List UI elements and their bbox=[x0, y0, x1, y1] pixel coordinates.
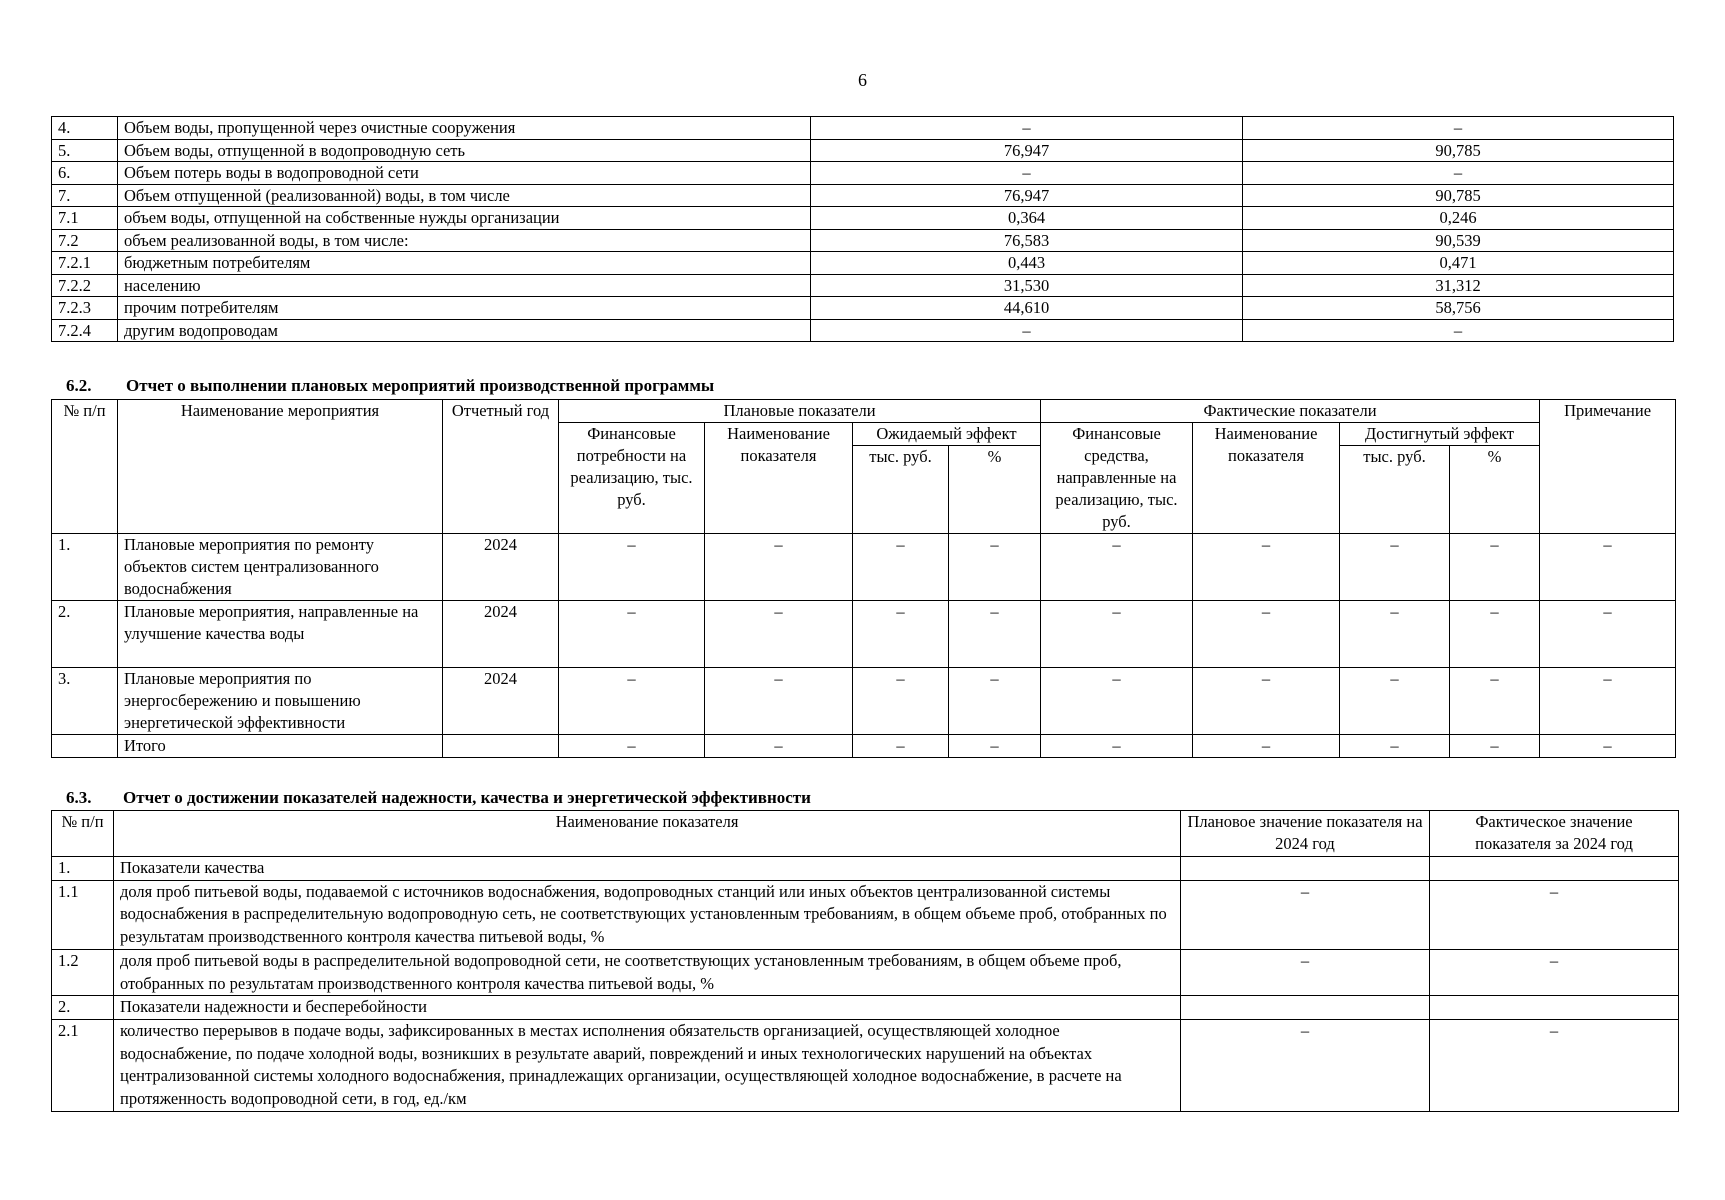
value-cell: – bbox=[559, 534, 705, 601]
col-header-thous-rub-2: тыс. руб. bbox=[1340, 446, 1450, 534]
table-row bbox=[52, 996, 1679, 1020]
fact-value bbox=[1430, 996, 1679, 1020]
value-cell: – bbox=[949, 735, 1041, 758]
value-cell: – bbox=[949, 534, 1041, 601]
value-cell: 0,364 bbox=[811, 207, 1243, 230]
plan-value: – bbox=[1181, 1019, 1430, 1111]
value-cell: 76,947 bbox=[811, 139, 1243, 162]
col-header-actual: Фактические показатели bbox=[1041, 400, 1540, 423]
value-cell: – bbox=[1540, 601, 1676, 668]
value-cell: 76,947 bbox=[811, 184, 1243, 207]
value-cell: – bbox=[1340, 668, 1450, 735]
row-number: 7.2.1 bbox=[52, 252, 118, 275]
value-cell: – bbox=[1193, 668, 1340, 735]
col-header-actual: Фактическое значение показателя за 2024 год bbox=[1430, 811, 1679, 857]
col-header-percent: % bbox=[949, 446, 1041, 534]
plan-value: – bbox=[1181, 949, 1430, 995]
row-name: бюджетным потребителям bbox=[118, 252, 811, 275]
row-number: 7.2 bbox=[52, 229, 118, 252]
row-number: 7.2.3 bbox=[52, 297, 118, 320]
planned-activities-table bbox=[51, 399, 1676, 758]
table-row bbox=[52, 1019, 1679, 1111]
col-header-name: Наименование мероприятия bbox=[118, 400, 443, 534]
table-row bbox=[52, 668, 1676, 735]
value-cell: – bbox=[705, 601, 853, 668]
row-number: 2. bbox=[52, 996, 114, 1020]
fact-value: – bbox=[1430, 880, 1679, 949]
row-name: объем воды, отпущенной на собственные нужды организации bbox=[118, 207, 811, 230]
value-cell: – bbox=[811, 117, 1243, 140]
value-cell: – bbox=[811, 162, 1243, 185]
row-year: 2024 bbox=[443, 668, 559, 735]
value-cell: 90,785 bbox=[1243, 139, 1674, 162]
value-cell: – bbox=[853, 735, 949, 758]
value-cell: 31,312 bbox=[1243, 274, 1674, 297]
value-cell: – bbox=[1193, 534, 1340, 601]
row-number: 1. bbox=[52, 857, 114, 881]
value-cell: – bbox=[853, 534, 949, 601]
row-number: 7. bbox=[52, 184, 118, 207]
value-cell: – bbox=[1450, 668, 1540, 735]
table-row bbox=[52, 117, 1674, 140]
col-header-indicator-2: Наименование показателя bbox=[1193, 423, 1340, 534]
value-cell: – bbox=[811, 319, 1243, 342]
col-header-year: Отчетный год bbox=[443, 400, 559, 534]
row-name: населению bbox=[118, 274, 811, 297]
value-cell: – bbox=[949, 668, 1041, 735]
row-name: другим водопроводам bbox=[118, 319, 811, 342]
value-cell: – bbox=[1340, 735, 1450, 758]
row-number: 4. bbox=[52, 117, 118, 140]
col-header-note: Примечание bbox=[1540, 400, 1676, 534]
total-row bbox=[52, 735, 1676, 758]
table-row bbox=[52, 207, 1674, 230]
value-cell: 31,530 bbox=[811, 274, 1243, 297]
value-cell: 90,539 bbox=[1243, 229, 1674, 252]
table-row bbox=[52, 857, 1679, 881]
row-number: 1. bbox=[52, 534, 118, 601]
col-header-no: № п/п bbox=[52, 400, 118, 534]
value-cell: – bbox=[1193, 735, 1340, 758]
row-number: 2. bbox=[52, 601, 118, 668]
value-cell: 44,610 bbox=[811, 297, 1243, 320]
row-name: количество перерывов в подаче воды, зафиксированных в местах исполнения обязательств организацией, осуществляющей холодное водоснабжение, по подаче холодной воды, возникших в результате аварий, повреждений и иных технологических нарушений на объектах централизованной системы холодного водоснабжения, принадлежащих организации, осуществляющей холодное водоснабжение, в расчете на протяженность водопроводной сети, в год, ед./км bbox=[114, 1019, 1181, 1111]
col-header-percent-2: % bbox=[1450, 446, 1540, 534]
value-cell: 76,583 bbox=[811, 229, 1243, 252]
value-cell: – bbox=[1340, 534, 1450, 601]
col-header-planned: Плановые показатели bbox=[559, 400, 1041, 423]
row-name: Объем воды, пропущенной через очистные сооружения bbox=[118, 117, 811, 140]
col-header-no: № п/п bbox=[52, 811, 114, 857]
table-row bbox=[52, 534, 1676, 601]
table-row bbox=[52, 274, 1674, 297]
value-cell: – bbox=[1243, 117, 1674, 140]
plan-value: – bbox=[1181, 880, 1430, 949]
value-cell: – bbox=[559, 601, 705, 668]
row-name: Плановые мероприятия по ремонту объектов систем централизованного водоснабжения bbox=[118, 534, 443, 601]
row-number: 2.1 bbox=[52, 1019, 114, 1111]
value-cell: – bbox=[559, 668, 705, 735]
row-name: доля проб питьевой воды в распределительной водопроводной сети, не соответствующих установленным требованиям, в общем объеме проб, отобранных по результатам производственного контроля качества питьевой воды, % bbox=[114, 949, 1181, 995]
section-title-text: Отчет о достижении показателей надежности, качества и энергетической эффективности bbox=[123, 788, 811, 807]
table-row bbox=[52, 297, 1674, 320]
value-cell: – bbox=[1540, 534, 1676, 601]
row-number: 7.2.2 bbox=[52, 274, 118, 297]
section-number: 6.3. bbox=[66, 788, 92, 807]
value-cell: 58,756 bbox=[1243, 297, 1674, 320]
value-cell: – bbox=[559, 735, 705, 758]
plan-value bbox=[1181, 857, 1430, 881]
value-cell: – bbox=[1041, 601, 1193, 668]
value-cell: – bbox=[1243, 162, 1674, 185]
row-number: 6. bbox=[52, 162, 118, 185]
section-6-2-title bbox=[66, 376, 714, 396]
total-label: Итого bbox=[118, 735, 443, 758]
table-row bbox=[52, 949, 1679, 995]
value-cell: – bbox=[1450, 534, 1540, 601]
table-row bbox=[52, 139, 1674, 162]
value-cell: 0,471 bbox=[1243, 252, 1674, 275]
row-name: объем реализованной воды, в том числе: bbox=[118, 229, 811, 252]
col-header-expected-effect: Ожидаемый эффект bbox=[853, 423, 1041, 446]
water-balance-table bbox=[51, 116, 1674, 342]
table-row bbox=[52, 319, 1674, 342]
table-row bbox=[52, 252, 1674, 275]
row-name: прочим потребителям bbox=[118, 297, 811, 320]
table-row bbox=[52, 601, 1676, 668]
row-year: 2024 bbox=[443, 534, 559, 601]
value-cell: – bbox=[1243, 319, 1674, 342]
table-row bbox=[52, 162, 1674, 185]
col-header-planned: Плановое значение показателя на 2024 год bbox=[1181, 811, 1430, 857]
value-cell: – bbox=[1340, 601, 1450, 668]
row-number: 1.2 bbox=[52, 949, 114, 995]
fact-value: – bbox=[1430, 949, 1679, 995]
value-cell: – bbox=[853, 601, 949, 668]
row-number: 3. bbox=[52, 668, 118, 735]
value-cell: – bbox=[1540, 668, 1676, 735]
col-header-thous-rub: тыс. руб. bbox=[853, 446, 949, 534]
value-cell: – bbox=[853, 668, 949, 735]
row-number bbox=[52, 735, 118, 758]
value-cell: 90,785 bbox=[1243, 184, 1674, 207]
col-header-achieved-effect: Достигнутый эффект bbox=[1340, 423, 1540, 446]
section-title-text: Отчет о выполнении плановых мероприятий производственной программы bbox=[126, 376, 715, 395]
value-cell: 0,246 bbox=[1243, 207, 1674, 230]
col-header-fin-means: Финансовые средства, направленные на реализацию, тыс. руб. bbox=[1041, 423, 1193, 534]
indicators-table bbox=[51, 810, 1679, 1112]
value-cell: – bbox=[1540, 735, 1676, 758]
row-name: Плановые мероприятия, направленные на улучшение качества воды bbox=[118, 601, 443, 668]
row-name: Показатели качества bbox=[114, 857, 1181, 881]
table-row bbox=[52, 880, 1679, 949]
fact-value bbox=[1430, 857, 1679, 881]
value-cell: – bbox=[1041, 735, 1193, 758]
row-year: 2024 bbox=[443, 601, 559, 668]
value-cell: – bbox=[1193, 601, 1340, 668]
row-year bbox=[443, 735, 559, 758]
value-cell: – bbox=[1041, 668, 1193, 735]
value-cell: – bbox=[705, 668, 853, 735]
section-number: 6.2. bbox=[66, 376, 92, 395]
value-cell: 0,443 bbox=[811, 252, 1243, 275]
fact-value: – bbox=[1430, 1019, 1679, 1111]
row-number: 7.2.4 bbox=[52, 319, 118, 342]
row-name: доля проб питьевой воды, подаваемой с источников водоснабжения, водопроводных станций или иных объектов централизованной системы водоснабжения в распределительную водопроводную сеть, не соответствующих установленным требованиям, в общем объеме проб, отобранных по результатам производственного контроля качества питьевой воды, % bbox=[114, 880, 1181, 949]
col-header-name: Наименование показателя bbox=[114, 811, 1181, 857]
value-cell: – bbox=[705, 735, 853, 758]
col-header-fin-needs: Финансовые потребности на реализацию, тыс. руб. bbox=[559, 423, 705, 534]
value-cell: – bbox=[1041, 534, 1193, 601]
row-number: 5. bbox=[52, 139, 118, 162]
col-header-indicator: Наименование показателя bbox=[705, 423, 853, 534]
table-row bbox=[52, 229, 1674, 252]
row-number: 1.1 bbox=[52, 880, 114, 949]
table-row bbox=[52, 184, 1674, 207]
row-name: Плановые мероприятия по энергосбережению и повышению энергетической эффективности bbox=[118, 668, 443, 735]
row-number: 7.1 bbox=[52, 207, 118, 230]
value-cell: – bbox=[949, 601, 1041, 668]
row-name: Объем потерь воды в водопроводной сети bbox=[118, 162, 811, 185]
plan-value bbox=[1181, 996, 1430, 1020]
row-name: Показатели надежности и бесперебойности bbox=[114, 996, 1181, 1020]
section-6-3-title bbox=[66, 788, 811, 808]
page-number: 6 bbox=[858, 70, 867, 90]
value-cell: – bbox=[1450, 735, 1540, 758]
value-cell: – bbox=[705, 534, 853, 601]
value-cell: – bbox=[1450, 601, 1540, 668]
row-name: Объем воды, отпущенной в водопроводную сеть bbox=[118, 139, 811, 162]
row-name: Объем отпущенной (реализованной) воды, в том числе bbox=[118, 184, 811, 207]
